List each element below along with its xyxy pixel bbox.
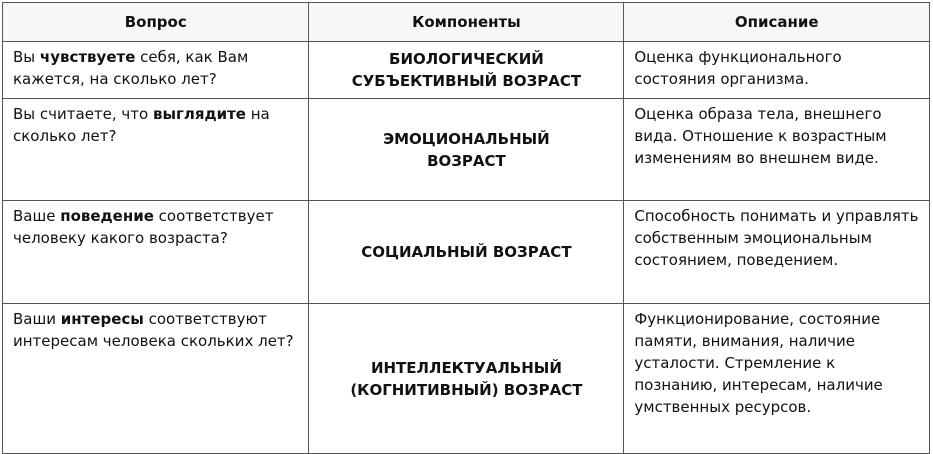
- question-keyword: выглядите: [152, 105, 246, 123]
- question-text: соответствует человеку какого возраста?: [13, 207, 274, 247]
- question-cell: [3, 304, 309, 454]
- table-row: [3, 304, 930, 454]
- component-cell: СОЦИАЛЬНЫЙ ВОЗРАСТ: [309, 201, 624, 304]
- question-cell: [3, 42, 309, 99]
- table-row: [3, 201, 930, 304]
- description-cell: Функционирование, состояние памяти, внимания, наличие усталости. Стремление к познанию, интересам, наличие умственных ресурсов.: [624, 304, 930, 454]
- component-cell: ИНТЕЛЛЕКТУАЛЬНЫЙ (КОГНИТИВНЫЙ) ВОЗРАСТ: [309, 304, 624, 454]
- table-row: [3, 99, 930, 201]
- description-cell: Оценка функционального состояния организма.: [624, 42, 930, 99]
- header-description: Описание: [624, 3, 930, 42]
- header-question: Вопрос: [3, 3, 309, 42]
- question-text: Вы считаете, что: [13, 105, 153, 123]
- header-components: Компоненты: [309, 3, 624, 42]
- question-keyword: чувствуете: [39, 48, 136, 66]
- header-row: [3, 3, 930, 42]
- table-row: [3, 42, 930, 99]
- question-text: Ваши: [13, 310, 61, 328]
- question-cell: [3, 201, 309, 304]
- question-cell: [3, 99, 309, 201]
- question-text: на сколько лет?: [13, 105, 270, 145]
- component-cell: ЭМОЦИОНАЛЬНЫЙ ВОЗРАСТ: [309, 99, 624, 201]
- question-keyword: интересы: [60, 310, 144, 328]
- question-text: соответствуют интересам человека скольких лет?: [13, 310, 294, 350]
- description-cell: Способность понимать и управлять собственным эмоциональным состоянием, поведением.: [624, 201, 930, 304]
- description-cell: Оценка образа тела, внешнего вида. Отношение к возрастным изменениям во внешнем виде.: [624, 99, 930, 201]
- age-components-table: [2, 2, 930, 454]
- question-text: Вы: [13, 48, 40, 66]
- question-keyword: поведение: [60, 207, 154, 225]
- question-text: Ваше: [13, 207, 61, 225]
- question-text: себя, как Вам кажется, на сколько лет?: [13, 48, 249, 88]
- component-cell: БИОЛОГИЧЕСКИЙ СУБЪЕКТИВНЫЙ ВОЗРАСТ: [309, 42, 624, 99]
